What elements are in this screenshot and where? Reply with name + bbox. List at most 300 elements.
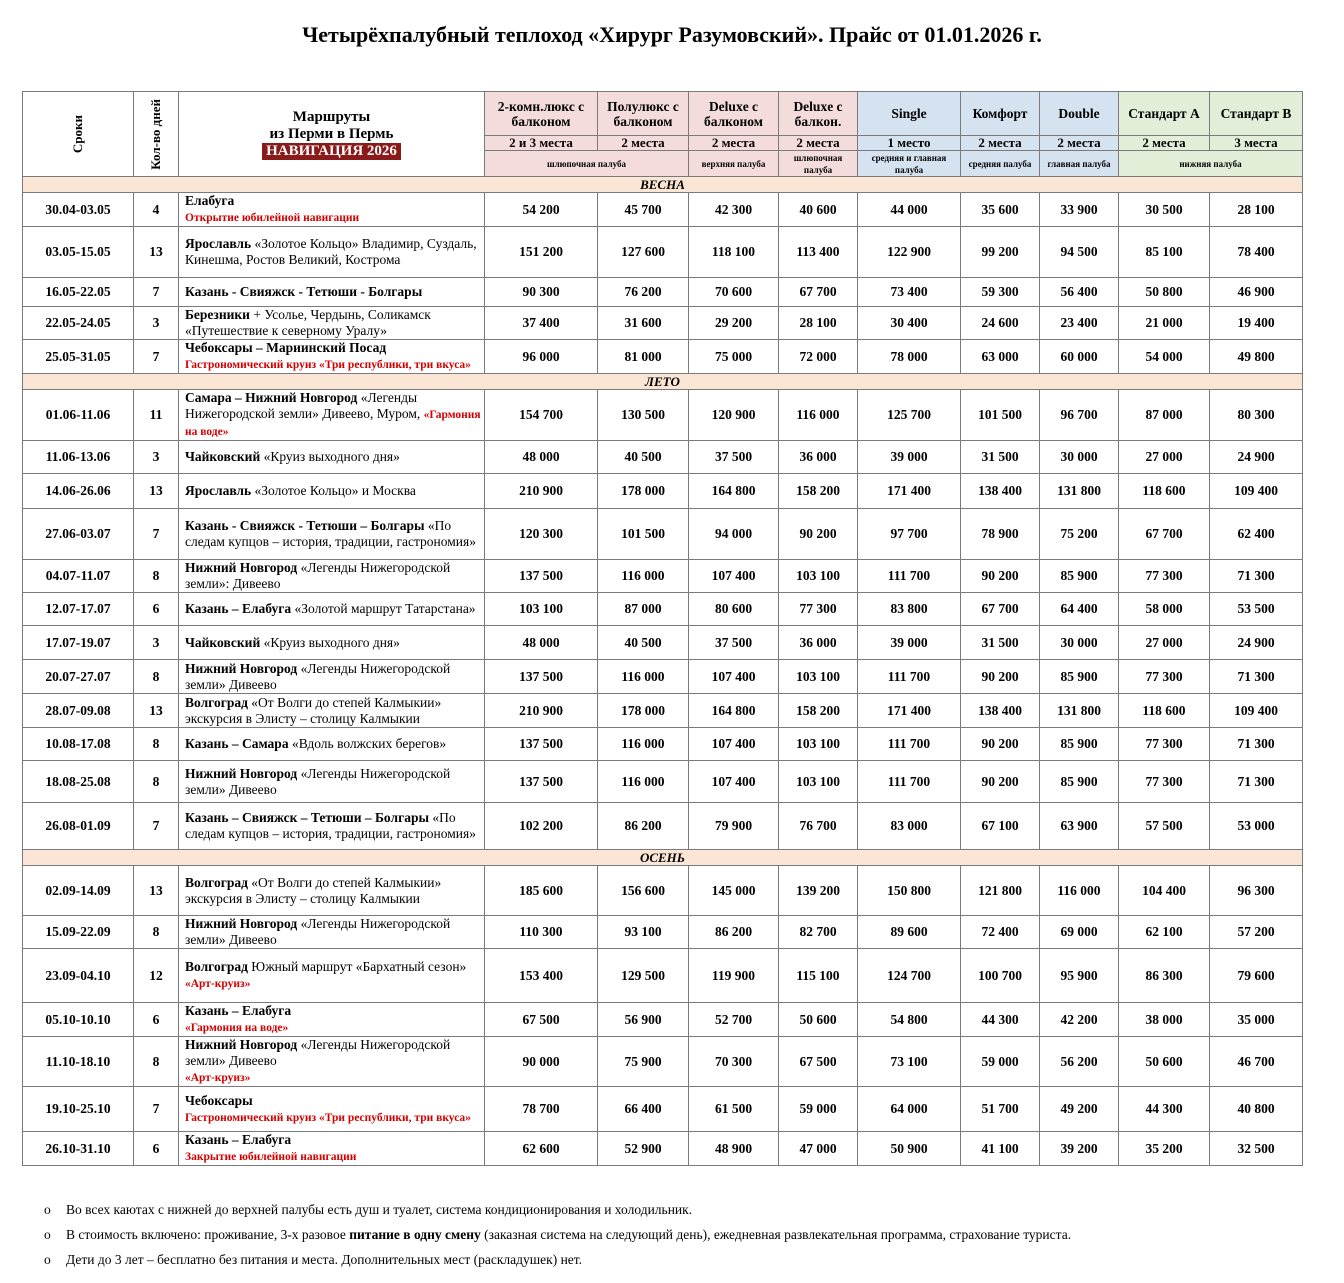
price-cell: 145 000 (689, 866, 779, 916)
price-cell: 40 500 (598, 441, 689, 474)
price-cell: 99 200 (961, 227, 1040, 278)
deck-label: средняя палуба (961, 151, 1040, 177)
price-cell: 75 000 (689, 340, 779, 374)
price-cell: 153 400 (485, 949, 598, 1003)
route-title: Чайковский (185, 634, 261, 650)
row-route (179, 474, 485, 509)
row-days: 13 (134, 866, 179, 916)
price-cell: 85 900 (1040, 560, 1119, 593)
route-title: Казань – Елабуга (185, 601, 292, 616)
route-description: «От Волги до степей Калмыкии» экскурсия в Элисту – столицу Калмыкии (185, 874, 442, 906)
price-cell: 122 900 (858, 227, 961, 278)
page-title: Четырёхпалубный теплоход «Хирург Разумовский». Прайс от 01.01.2026 г. (302, 22, 1042, 47)
route-title: Нижний Новгород (185, 1037, 298, 1052)
row-route (179, 761, 485, 803)
route-title: Казань – Елабуга (185, 1003, 292, 1018)
price-cell: 150 800 (858, 866, 961, 916)
price-cell: 69 000 (1040, 916, 1119, 949)
price-cell: 39 000 (858, 626, 961, 660)
price-cell: 113 400 (779, 227, 858, 278)
table-row (23, 1087, 1303, 1132)
row-dates: 18.08-25.08 (23, 761, 134, 803)
table-row (23, 694, 1303, 728)
header-routes: Маршруты из Перми в Пермь НАВИГАЦИЯ 2026 (179, 92, 485, 177)
table-row (23, 803, 1303, 850)
price-cell: 75 900 (598, 1037, 689, 1087)
row-days: 6 (134, 1003, 179, 1037)
row-route (179, 340, 485, 374)
price-cell: 63 000 (961, 340, 1040, 374)
price-cell: 79 900 (689, 803, 779, 850)
route-title: Нижний Новгород (185, 916, 298, 931)
price-cell: 121 800 (961, 866, 1040, 916)
season-row (23, 177, 1303, 193)
price-cell: 210 900 (485, 474, 598, 509)
price-cell: 95 900 (1040, 949, 1119, 1003)
cabin-header: Стандарт В (1210, 92, 1303, 136)
row-route (179, 916, 485, 949)
price-cell: 59 300 (961, 278, 1040, 307)
route-description: + Усолье, Чердынь, Соликамск «Путешествие к северному Уралу» (185, 307, 431, 338)
row-route (179, 866, 485, 916)
row-days: 8 (134, 660, 179, 694)
row-days: 7 (134, 340, 179, 374)
price-cell: 115 100 (779, 949, 858, 1003)
price-cell: 137 500 (485, 761, 598, 803)
cabin-places: 1 место (858, 136, 961, 151)
price-cell: 87 000 (598, 593, 689, 626)
price-cell: 52 900 (598, 1132, 689, 1166)
price-cell: 28 100 (1210, 193, 1303, 227)
price-cell: 171 400 (858, 474, 961, 509)
route-description: «Золотое Кольцо» Владимир, Суздаль, Кинешма, Ростов Великий, Кострома (185, 236, 477, 267)
price-cell: 48 900 (689, 1132, 779, 1166)
row-days: 8 (134, 1037, 179, 1087)
price-cell: 77 300 (1119, 660, 1210, 694)
cabin-places: 2 места (779, 136, 858, 151)
price-cell: 31 600 (598, 307, 689, 340)
deck-label: верхняя палуба (689, 151, 779, 177)
price-cell: 107 400 (689, 761, 779, 803)
price-cell: 93 100 (598, 916, 689, 949)
price-cell: 64 000 (858, 1087, 961, 1132)
row-route (179, 626, 485, 660)
price-cell: 44 300 (961, 1003, 1040, 1037)
price-cell: 164 800 (689, 694, 779, 728)
price-cell: 67 500 (779, 1037, 858, 1087)
price-cell: 54 800 (858, 1003, 961, 1037)
price-cell: 67 700 (961, 593, 1040, 626)
route-description: «Легенды Нижегородской земли» Дивеево (185, 916, 451, 947)
header-days: Кол-во дней (134, 92, 179, 177)
price-cell: 87 000 (1119, 390, 1210, 441)
row-dates: 10.08-17.08 (23, 728, 134, 761)
cabin-header: Стандарт А (1119, 92, 1210, 136)
route-highlight: Закрытие юбилейной навигации (185, 1151, 357, 1163)
price-cell: 111 700 (858, 761, 961, 803)
route-highlight: «Арт-круиз» (185, 978, 251, 990)
price-cell: 103 100 (779, 560, 858, 593)
price-cell: 158 200 (779, 474, 858, 509)
price-cell: 124 700 (858, 949, 961, 1003)
cabin-places: 2 места (689, 136, 779, 151)
price-cell: 44 000 (858, 193, 961, 227)
price-cell: 62 400 (1210, 509, 1303, 560)
price-cell: 127 600 (598, 227, 689, 278)
route-highlight: Гастрономический круиз «Три республики, три вкуса» (185, 359, 471, 371)
row-dates: 15.09-22.09 (23, 916, 134, 949)
route-title: Елабуга (185, 193, 235, 208)
price-cell: 102 200 (485, 803, 598, 850)
price-cell: 29 200 (689, 307, 779, 340)
price-cell: 94 500 (1040, 227, 1119, 278)
notes (44, 1197, 1071, 1272)
price-cell: 40 500 (598, 626, 689, 660)
price-cell: 39 000 (858, 441, 961, 474)
cabin-header: Deluxe с балконом (689, 92, 779, 136)
price-cell: 137 500 (485, 728, 598, 761)
price-cell: 171 400 (858, 694, 961, 728)
price-cell: 37 400 (485, 307, 598, 340)
note-item: o Во всех каютах с нижней до верхней палубы есть душ и туалет, система кондиционирования и холодильник. (44, 1197, 1071, 1222)
price-cell: 85 900 (1040, 728, 1119, 761)
price-cell: 78 400 (1210, 227, 1303, 278)
row-days: 4 (134, 193, 179, 227)
price-cell: 56 900 (598, 1003, 689, 1037)
price-cell: 156 600 (598, 866, 689, 916)
price-cell: 103 100 (779, 761, 858, 803)
price-cell: 116 000 (598, 660, 689, 694)
row-route (179, 227, 485, 278)
cabin-places: 2 места (598, 136, 689, 151)
deck-label: нижняя палуба (1119, 151, 1303, 177)
row-dates: 27.06-03.07 (23, 509, 134, 560)
price-cell: 64 400 (1040, 593, 1119, 626)
table-row (23, 866, 1303, 916)
route-description: Южный маршрут «Бархатный сезон» (247, 959, 467, 974)
row-route (179, 1087, 485, 1132)
row-dates: 01.06-11.06 (23, 390, 134, 441)
table-row (23, 560, 1303, 593)
price-cell: 72 000 (779, 340, 858, 374)
price-cell: 151 200 (485, 227, 598, 278)
price-cell: 75 200 (1040, 509, 1119, 560)
cabin-places: 2 места (1119, 136, 1210, 151)
cabin-places: 2 места (1040, 136, 1119, 151)
cabin-places: 3 места (1210, 136, 1303, 151)
row-days: 8 (134, 916, 179, 949)
table-row (23, 307, 1303, 340)
price-cell: 53 500 (1210, 593, 1303, 626)
price-cell: 21 000 (1119, 307, 1210, 340)
price-cell: 56 400 (1040, 278, 1119, 307)
price-cell: 60 000 (1040, 340, 1119, 374)
bullet-icon: o (44, 1252, 51, 1267)
price-cell: 103 100 (779, 728, 858, 761)
bullet-icon: o (44, 1202, 51, 1217)
row-dates: 12.07-17.07 (23, 593, 134, 626)
price-cell: 76 200 (598, 278, 689, 307)
route-description: «Вдоль волжских берегов» (288, 736, 447, 751)
price-cell: 96 700 (1040, 390, 1119, 441)
price-cell: 86 200 (598, 803, 689, 850)
note-item: o Дети до 3 лет – бесплатно без питания и места. Дополнительных мест (раскладушек) нет. (44, 1247, 1071, 1272)
price-cell: 80 600 (689, 593, 779, 626)
price-cell: 138 400 (961, 474, 1040, 509)
price-cell: 109 400 (1210, 694, 1303, 728)
route-highlight: «Арт-круиз» (185, 1072, 251, 1084)
table-row (23, 193, 1303, 227)
route-title: Березники (185, 307, 250, 322)
price-cell: 30 400 (858, 307, 961, 340)
price-cell: 83 000 (858, 803, 961, 850)
row-days: 8 (134, 728, 179, 761)
price-cell: 86 200 (689, 916, 779, 949)
price-cell: 119 900 (689, 949, 779, 1003)
cabin-header: Single (858, 92, 961, 136)
price-cell: 23 400 (1040, 307, 1119, 340)
price-cell: 185 600 (485, 866, 598, 916)
table-row (23, 761, 1303, 803)
price-cell: 71 300 (1210, 728, 1303, 761)
price-cell: 58 000 (1119, 593, 1210, 626)
price-cell: 77 300 (779, 593, 858, 626)
price-cell: 40 800 (1210, 1087, 1303, 1132)
row-route (179, 728, 485, 761)
deck-label: шлюпочная палуба (485, 151, 689, 177)
price-cell: 31 500 (961, 626, 1040, 660)
table-row (23, 1003, 1303, 1037)
price-cell: 109 400 (1210, 474, 1303, 509)
price-cell: 50 600 (1119, 1037, 1210, 1087)
price-cell: 178 000 (598, 474, 689, 509)
route-highlight: «Гармония на воде» (185, 1022, 289, 1034)
price-cell: 78 700 (485, 1087, 598, 1132)
row-route (179, 593, 485, 626)
price-cell: 30 000 (1040, 441, 1119, 474)
price-cell: 77 300 (1119, 761, 1210, 803)
row-days: 13 (134, 474, 179, 509)
bullet-icon: o (44, 1227, 51, 1242)
price-cell: 36 000 (779, 441, 858, 474)
price-cell: 24 900 (1210, 441, 1303, 474)
row-days: 8 (134, 761, 179, 803)
price-cell: 63 900 (1040, 803, 1119, 850)
price-cell: 85 100 (1119, 227, 1210, 278)
row-dates: 20.07-27.07 (23, 660, 134, 694)
price-cell: 107 400 (689, 660, 779, 694)
price-cell: 80 300 (1210, 390, 1303, 441)
price-cell: 139 200 (779, 866, 858, 916)
table-row (23, 728, 1303, 761)
price-cell: 59 000 (779, 1087, 858, 1132)
price-cell: 42 200 (1040, 1003, 1119, 1037)
deck-label: средняя и главная палуба (858, 151, 961, 177)
route-title: Волгоград (185, 959, 248, 974)
price-cell: 57 200 (1210, 916, 1303, 949)
row-route (179, 694, 485, 728)
price-cell: 46 700 (1210, 1037, 1303, 1087)
price-cell: 67 700 (1119, 509, 1210, 560)
price-cell: 33 900 (1040, 193, 1119, 227)
price-cell: 111 700 (858, 728, 961, 761)
season-row (23, 850, 1303, 866)
price-cell: 89 600 (858, 916, 961, 949)
row-days: 7 (134, 509, 179, 560)
row-days: 6 (134, 593, 179, 626)
price-cell: 116 000 (598, 761, 689, 803)
price-cell: 77 300 (1119, 560, 1210, 593)
route-title: Ярославль (185, 483, 252, 498)
price-cell: 27 000 (1119, 441, 1210, 474)
price-cell: 138 400 (961, 694, 1040, 728)
row-dates: 11.06-13.06 (23, 441, 134, 474)
table-row (23, 1132, 1303, 1166)
route-title: Нижний Новгород (185, 560, 298, 575)
price-cell: 50 900 (858, 1132, 961, 1166)
price-cell: 51 700 (961, 1087, 1040, 1132)
price-cell: 118 600 (1119, 474, 1210, 509)
season-label: ЛЕТО (23, 374, 1303, 390)
row-dates: 02.09-14.09 (23, 866, 134, 916)
table-row (23, 949, 1303, 1003)
row-days: 3 (134, 441, 179, 474)
price-cell: 104 400 (1119, 866, 1210, 916)
cabin-header: Комфорт (961, 92, 1040, 136)
price-cell: 35 600 (961, 193, 1040, 227)
season-label: ВЕСНА (23, 177, 1303, 193)
price-cell: 77 300 (1119, 728, 1210, 761)
route-title: Ярославль (185, 236, 252, 251)
price-cell: 72 400 (961, 916, 1040, 949)
route-title: Казань – Свияжск – Тетюши – Болгары (185, 810, 429, 825)
price-cell: 90 200 (961, 728, 1040, 761)
table-row (23, 1037, 1303, 1087)
row-dates: 22.05-24.05 (23, 307, 134, 340)
row-dates: 11.10-18.10 (23, 1037, 134, 1087)
cabin-header: 2-комн.люкс с балконом (485, 92, 598, 136)
row-route (179, 307, 485, 340)
price-cell: 42 300 (689, 193, 779, 227)
price-cell: 130 500 (598, 390, 689, 441)
price-cell: 50 800 (1119, 278, 1210, 307)
price-cell: 178 000 (598, 694, 689, 728)
table-row (23, 509, 1303, 560)
price-cell: 137 500 (485, 660, 598, 694)
price-cell: 137 500 (485, 560, 598, 593)
deck-label: шлюпочная палуба (779, 151, 858, 177)
price-cell: 37 500 (689, 626, 779, 660)
price-cell: 85 900 (1040, 761, 1119, 803)
price-cell: 67 500 (485, 1003, 598, 1037)
price-cell: 53 000 (1210, 803, 1303, 850)
price-cell: 164 800 (689, 474, 779, 509)
price-cell: 120 300 (485, 509, 598, 560)
route-title: Казань – Елабуга (185, 1132, 292, 1147)
price-cell: 73 400 (858, 278, 961, 307)
table-row (23, 474, 1303, 509)
row-dates: 25.05-31.05 (23, 340, 134, 374)
price-cell: 24 600 (961, 307, 1040, 340)
row-dates: 16.05-22.05 (23, 278, 134, 307)
price-cell: 116 000 (779, 390, 858, 441)
row-days: 8 (134, 560, 179, 593)
price-cell: 36 000 (779, 626, 858, 660)
price-cell: 54 000 (1119, 340, 1210, 374)
price-cell: 120 900 (689, 390, 779, 441)
table-row (23, 660, 1303, 694)
price-cell: 110 300 (485, 916, 598, 949)
price-cell: 19 400 (1210, 307, 1303, 340)
price-cell: 62 100 (1119, 916, 1210, 949)
row-dates: 05.10-10.10 (23, 1003, 134, 1037)
route-title: Чебоксары – Мариинский Посад (185, 340, 387, 355)
row-dates: 14.06-26.06 (23, 474, 134, 509)
deck-label: главная палуба (1040, 151, 1119, 177)
price-cell: 70 600 (689, 278, 779, 307)
price-cell: 24 900 (1210, 626, 1303, 660)
route-title: Чебоксары (185, 1092, 253, 1108)
price-cell: 66 400 (598, 1087, 689, 1132)
price-cell: 71 300 (1210, 761, 1303, 803)
route-description: «По следам купцов – история, традиции, гастрономия» (185, 518, 476, 549)
row-route (179, 441, 485, 474)
price-cell: 52 700 (689, 1003, 779, 1037)
price-cell: 82 700 (779, 916, 858, 949)
price-cell: 31 500 (961, 441, 1040, 474)
price-cell: 40 600 (779, 193, 858, 227)
route-title: Волгоград (185, 874, 248, 890)
route-title: Чайковский (185, 449, 261, 464)
price-cell: 78 000 (858, 340, 961, 374)
price-cell: 83 800 (858, 593, 961, 626)
note-item: o В стоимость включено: проживание, 3-х разовое питание в одну смену (заказная система на следующий день), ежедневная развлекательная программа, страхование туриста. (44, 1222, 1071, 1247)
route-description: «Легенды Нижегородской земли»: Дивеево (185, 560, 451, 591)
cabin-header: Полулюкс с балконом (598, 92, 689, 136)
price-cell: 28 100 (779, 307, 858, 340)
route-title: Казань – Самара (185, 736, 289, 751)
price-cell: 116 000 (598, 728, 689, 761)
cabin-header: Deluxe с балкон. (779, 92, 858, 136)
price-cell: 32 500 (1210, 1132, 1303, 1166)
row-days: 7 (134, 1087, 179, 1132)
price-cell: 210 900 (485, 694, 598, 728)
price-cell: 97 700 (858, 509, 961, 560)
price-cell: 62 600 (485, 1132, 598, 1166)
route-description: «Легенды Нижегородской земли» Дивеево (185, 660, 451, 692)
row-days: 7 (134, 803, 179, 850)
header-dates: Сроки (23, 92, 134, 177)
row-dates: 17.07-19.07 (23, 626, 134, 660)
route-description: «По следам купцов – история, традиции, гастрономия» (185, 810, 476, 841)
cabin-header: Double (1040, 92, 1119, 136)
price-table (22, 91, 1303, 1166)
price-cell: 107 400 (689, 728, 779, 761)
price-cell: 35 000 (1210, 1003, 1303, 1037)
table-row (23, 278, 1303, 307)
route-description: «Круиз выходного дня» (260, 449, 400, 464)
row-route (179, 1037, 485, 1087)
price-cell: 158 200 (779, 694, 858, 728)
price-cell: 90 200 (779, 509, 858, 560)
price-cell: 35 200 (1119, 1132, 1210, 1166)
table-row (23, 227, 1303, 278)
price-cell: 44 300 (1119, 1087, 1210, 1132)
price-cell: 100 700 (961, 949, 1040, 1003)
price-cell: 96 000 (485, 340, 598, 374)
table-row (23, 626, 1303, 660)
route-title: Казань - Свияжск - Тетюши – Болгары (185, 518, 425, 533)
